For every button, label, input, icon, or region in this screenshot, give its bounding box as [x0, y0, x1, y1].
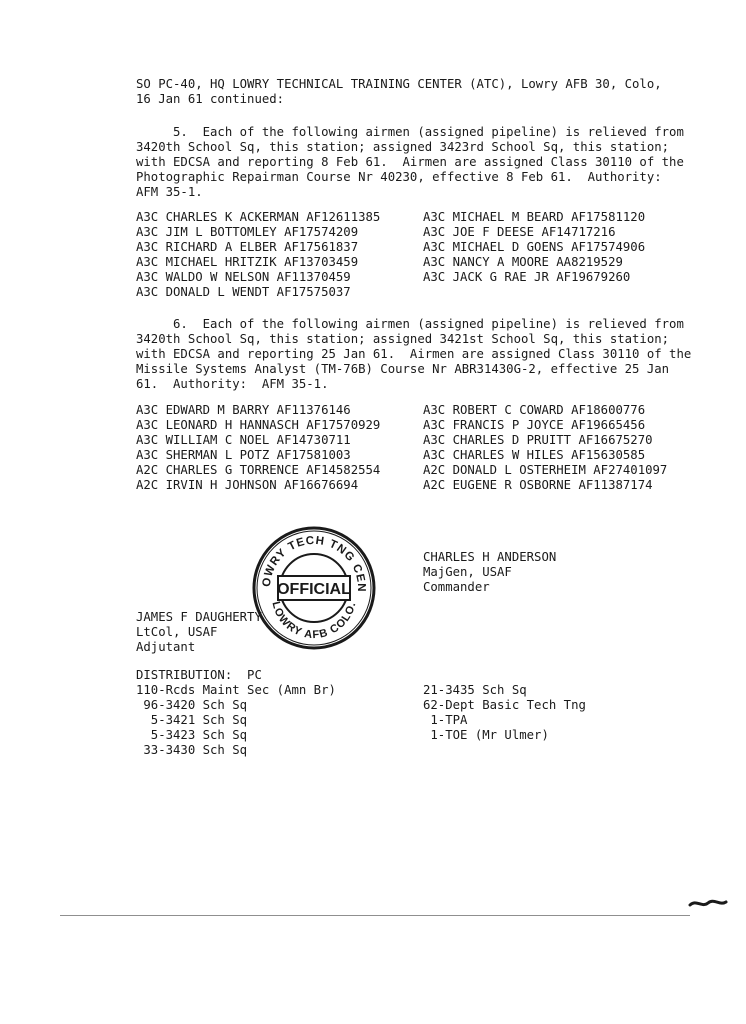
svg-text:HQ LOWRY TECH TNG CENTER: OWRY TECH TNG CEN	[260, 534, 368, 593]
distribution-title: DISTRIBUTION: PC	[136, 668, 262, 682]
airman-entry: A3C JOE F DEESE AF14717216	[423, 225, 616, 239]
distribution-item: 96-3420 Sch Sq	[136, 698, 248, 712]
svg-text:OFFICIAL: OFFICIAL	[277, 581, 351, 598]
airman-entry: A3C FRANCIS P JOYCE AF19665456	[423, 418, 646, 432]
scribble-mark-icon	[688, 896, 728, 910]
paragraph-6-line: with EDCSA and reporting 25 Jan 61. Airmen are assigned Class 30110 of the	[136, 347, 692, 361]
airman-entry: A2C CHARLES G TORRENCE AF14582554	[136, 463, 381, 477]
airman-entry: A3C SHERMAN L POTZ AF17581003	[136, 448, 351, 462]
distribution-item: 110-Rcds Maint Sec (Amn Br)	[136, 683, 336, 697]
paragraph-5-line: 5. Each of the following airmen (assigned pipeline) is relieved from	[136, 125, 684, 139]
paragraph-5-line: 3420th School Sq, this station; assigned 3423rd School Sq, this station;	[136, 140, 670, 154]
airman-entry: A3C CHARLES K ACKERMAN AF12611385	[136, 210, 381, 224]
scan-edge-line	[60, 915, 690, 916]
airman-entry: A3C NANCY A MOORE AA8219529	[423, 255, 623, 269]
airman-entry: A3C JIM L BOTTOMLEY AF17574209	[136, 225, 359, 239]
official-seal-icon	[250, 524, 378, 652]
paragraph-6-line: Missile Systems Analyst (TM-76B) Course Nr ABR31430G-2, effective 25 Jan	[136, 362, 670, 376]
distribution-item: 1-TPA	[423, 713, 468, 727]
official-stamp	[250, 524, 378, 652]
distribution-item: 5-3421 Sch Sq	[136, 713, 248, 727]
distribution-item: 1-TOE (Mr Ulmer)	[423, 728, 549, 742]
airman-entry: A3C ROBERT C COWARD AF18600776	[423, 403, 646, 417]
airman-entry: A3C JACK G RAE JR AF19679260	[423, 270, 631, 284]
paragraph-5-line: AFM 35-1.	[136, 185, 203, 199]
commander-title: Commander	[423, 580, 490, 594]
airman-entry: A3C MICHAEL D GOENS AF17574906	[423, 240, 646, 254]
order-header-line: 16 Jan 61 continued:	[136, 92, 285, 106]
distribution-item: 5-3423 Sch Sq	[136, 728, 248, 742]
airman-entry: A3C MICHAEL M BEARD AF17581120	[423, 210, 646, 224]
airman-entry: A3C LEONARD H HANNASCH AF17570929	[136, 418, 381, 432]
airman-entry: A3C RICHARD A ELBER AF17561837	[136, 240, 359, 254]
adjutant-title: Adjutant	[136, 640, 196, 654]
adjutant-name: JAMES F DAUGHERTY	[136, 610, 262, 624]
paragraph-5-line: with EDCSA and reporting 8 Feb 61. Airmen are assigned Class 30110 of the	[136, 155, 684, 169]
paragraph-6-line: 6. Each of the following airmen (assigned pipeline) is relieved from	[136, 317, 684, 331]
airman-entry: A3C CHARLES D PRUITT AF16675270	[423, 433, 653, 447]
airman-entry: A3C DONALD L WENDT AF17575037	[136, 285, 351, 299]
airman-entry: A3C CHARLES W HILES AF15630585	[423, 448, 646, 462]
adjutant-rank: LtCol, USAF	[136, 625, 218, 639]
commander-rank: MajGen, USAF	[423, 565, 512, 579]
distribution-item: 33-3430 Sch Sq	[136, 743, 248, 757]
airman-entry: A3C EDWARD M BARRY AF11376146	[136, 403, 351, 417]
airman-entry: A2C DONALD L OSTERHEIM AF27401097	[423, 463, 668, 477]
commander-name: CHARLES H ANDERSON	[423, 550, 557, 564]
paragraph-6-line: 61. Authority: AFM 35-1.	[136, 377, 329, 391]
paragraph-5-line: Photographic Repairman Course Nr 40230, effective 8 Feb 61. Authority:	[136, 170, 662, 184]
airman-entry: A2C EUGENE R OSBORNE AF11387174	[423, 478, 653, 492]
airman-entry: A3C WALDO W NELSON AF11370459	[136, 270, 351, 284]
airman-entry: A2C IRVIN H JOHNSON AF16676694	[136, 478, 359, 492]
distribution-item: 62-Dept Basic Tech Tng	[423, 698, 586, 712]
order-header-line: SO PC-40, HQ LOWRY TECHNICAL TRAINING CENTER (ATC), Lowry AFB 30, Colo,	[136, 77, 662, 91]
svg-text:LOWRY AFB COLO.: LOWRY AFB COLO.	[269, 600, 359, 642]
airman-entry: A3C WILLIAM C NOEL AF14730711	[136, 433, 351, 447]
distribution-item: 21-3435 Sch Sq	[423, 683, 527, 697]
airman-entry: A3C MICHAEL HRITZIK AF13703459	[136, 255, 359, 269]
paragraph-6-line: 3420th School Sq, this station; assigned 3421st School Sq, this station;	[136, 332, 670, 346]
